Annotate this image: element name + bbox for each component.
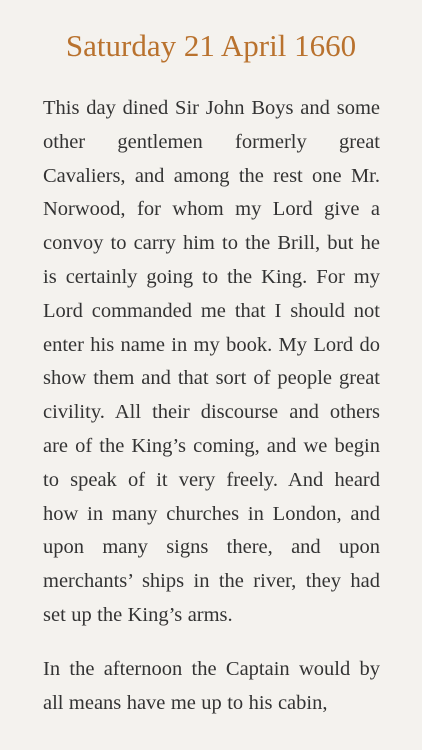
entry-paragraph-1: This day dined Sir John Boys and some other gentlemen formerly great Cavaliers, and among the rest one Mr. Norwood, for whom my Lord give a convoy to carry him to the Brill, but he is certainly going to the King. For my Lord commanded me that I should not enter his name in my book. My Lord do show them and that sort of people great civility. All their discourse and others are of the King’s coming, and we begin to speak of it very freely. And heard how in many churches in London, and upon many signs there, and upon merchants’ ships in the river, they had set up the King’s arms. xyxy=(43,97,380,626)
entry-date-title: Saturday 21 April 1660 xyxy=(65,28,357,63)
entry-body xyxy=(43,92,380,740)
entry-paragraph-2: In the afternoon the Captain would by all means have me up to his cabin, xyxy=(43,657,380,714)
